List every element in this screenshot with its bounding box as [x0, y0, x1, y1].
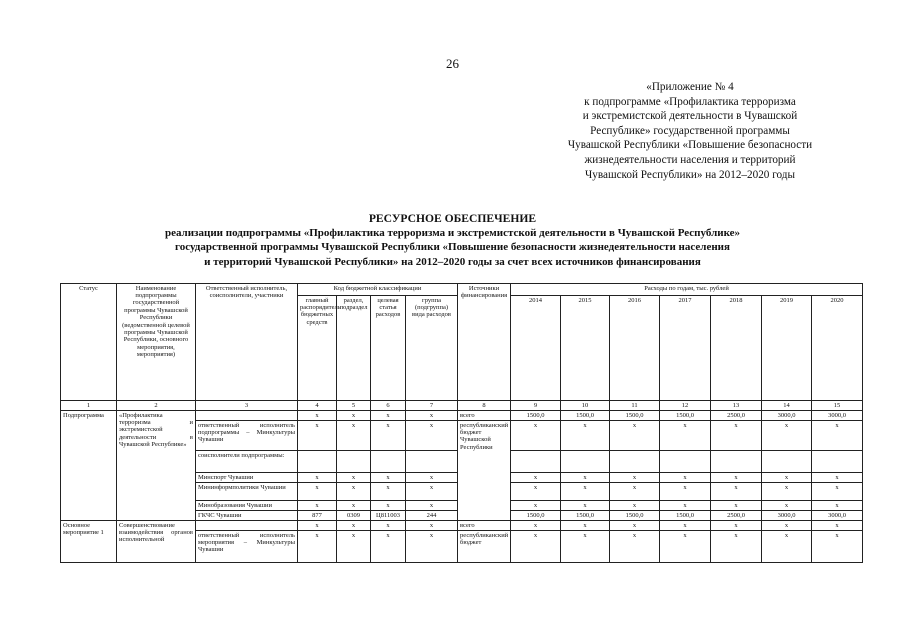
expense-cell: x	[762, 421, 812, 451]
expense-cell: x	[812, 421, 863, 451]
column-number: 15	[812, 401, 863, 411]
executor-cell: Мининформполитики Чувашии	[196, 483, 298, 501]
budget-code-cell: 0309	[337, 511, 371, 521]
expense-cell: x	[561, 483, 610, 501]
expense-cell: 1500,0	[660, 411, 711, 421]
budget-code-cell: x	[406, 421, 458, 451]
expense-cell: 3000,0	[812, 511, 863, 521]
column-number: 10	[561, 401, 610, 411]
expense-cell: x	[511, 483, 561, 501]
column-number-row	[61, 401, 863, 411]
budget-code-cell: 877	[298, 511, 337, 521]
budget-code-cell: x	[371, 421, 406, 451]
expense-cell: 3000,0	[762, 511, 812, 521]
source-cell: всего	[458, 411, 511, 421]
budget-code-cell: x	[406, 531, 458, 563]
header-year: 2014	[511, 296, 561, 401]
expense-cell: 1500,0	[511, 411, 561, 421]
expense-cell: 1500,0	[660, 511, 711, 521]
budget-code-cell: x	[337, 411, 371, 421]
appendix-line: Чувашской Республики» на 2012–2020 годы	[585, 168, 795, 181]
expense-cell: x	[660, 531, 711, 563]
expense-cell: x	[511, 501, 561, 511]
expense-cell	[762, 451, 812, 473]
expense-cell: x	[561, 421, 610, 451]
document-heading	[60, 212, 845, 269]
expense-cell: x	[711, 421, 762, 451]
expense-cell: x	[812, 501, 863, 511]
expense-cell: x	[762, 483, 812, 501]
expense-cell: 2500,0	[711, 411, 762, 421]
status-cell: Подпрограмма	[61, 411, 117, 521]
column-number: 7	[406, 401, 458, 411]
appendix-line: Республике» государственной программы	[590, 124, 790, 137]
header-year: 2016	[610, 296, 660, 401]
header-code-col: целевая статья расходов	[371, 296, 406, 401]
page-number: 26	[446, 56, 459, 71]
appendix-note	[540, 80, 840, 182]
budget-code-cell: x	[337, 483, 371, 501]
budget-code-cell: x	[406, 501, 458, 511]
budget-code-cell: x	[298, 531, 337, 563]
budget-code-cell: x	[371, 531, 406, 563]
expense-cell: x	[711, 483, 762, 501]
appendix-line: жизнедеятельности населения и территорий	[584, 153, 796, 166]
expense-cell: x	[610, 473, 660, 483]
expense-cell: 2500,0	[711, 511, 762, 521]
executor-cell: ответственный исполнитель мероприятия – Минкультуры Чувашии	[196, 531, 298, 563]
header-code-col: раздел, подраздел	[337, 296, 371, 401]
appendix-line: «Приложение № 4	[646, 81, 734, 93]
budget-code-cell: Ц811003	[371, 511, 406, 521]
executor-cell	[196, 411, 298, 421]
expense-cell: x	[660, 473, 711, 483]
header-year: 2018	[711, 296, 762, 401]
budget-code-cell: x	[337, 473, 371, 483]
expense-cell: x	[561, 531, 610, 563]
expense-cell: 1500,0	[511, 511, 561, 521]
expense-cell: x	[711, 531, 762, 563]
column-number: 1	[61, 401, 117, 411]
heading-line: и территорий Чувашской Республики» на 2012–2020 годы за счет всех источников финансирования	[204, 255, 701, 268]
budget-code-cell: x	[406, 521, 458, 531]
budget-code-cell: x	[337, 531, 371, 563]
column-number: 8	[458, 401, 511, 411]
appendix-line: к подпрограмме «Профилактика терроризма	[584, 95, 796, 108]
resource-table	[60, 283, 863, 563]
expense-cell: x	[812, 483, 863, 501]
executor-cell: ответственный исполнитель подпрограммы – Минкультуры Чувашии	[196, 421, 298, 451]
expense-cell: x	[610, 421, 660, 451]
heading-line: государственной программы Чувашской Республики «Повышение безопасности жизнедеятельности населения	[175, 241, 730, 254]
status-cell: Основное мероприятие 1	[61, 521, 117, 563]
expense-cell	[561, 451, 610, 473]
column-number: 6	[371, 401, 406, 411]
executor-cell	[196, 521, 298, 531]
expense-cell: 3000,0	[812, 411, 863, 421]
expense-cell: 3000,0	[762, 411, 812, 421]
budget-code-cell: x	[298, 411, 337, 421]
expense-cell: x	[561, 501, 610, 511]
executor-cell: соисполнители подпрограммы:	[196, 451, 298, 473]
expense-cell: x	[812, 521, 863, 531]
heading-line: реализации подпрограммы «Профилактика терроризма и экстремистской деятельности в Чувашской Республике»	[164, 227, 741, 240]
expense-cell: x	[762, 501, 812, 511]
header-code-col: главный распорядитель бюджетных средств	[298, 296, 337, 401]
budget-code-cell: x	[298, 483, 337, 501]
header-year: 2015	[561, 296, 610, 401]
budget-code-cell	[337, 451, 371, 473]
expense-cell: x	[660, 483, 711, 501]
expense-cell: x	[511, 421, 561, 451]
expense-cell: 1500,0	[561, 511, 610, 521]
name-cell: «Профилактика терроризма и экстремистской деятельности в Чувашской Республике»	[117, 411, 196, 521]
header-budget-code: Код бюджетной классификации	[298, 284, 458, 296]
header-year: 2019	[762, 296, 812, 401]
table-row	[61, 411, 863, 421]
expense-cell: 1500,0	[610, 411, 660, 421]
budget-code-cell: 244	[406, 511, 458, 521]
expense-cell: x	[610, 531, 660, 563]
header-year: 2017	[660, 296, 711, 401]
header-sources: Источники финансирования	[458, 284, 511, 401]
expense-cell: x	[561, 473, 610, 483]
expense-cell: x	[610, 483, 660, 501]
budget-code-cell: x	[406, 483, 458, 501]
expense-cell: x	[660, 521, 711, 531]
source-cell: республиканский бюджет Чувашской Республики	[458, 421, 511, 521]
header-executor: Ответственный исполнитель, соисполнители, участники	[196, 284, 298, 401]
column-number: 11	[610, 401, 660, 411]
budget-code-cell: x	[298, 501, 337, 511]
budget-code-cell: x	[298, 421, 337, 451]
budget-code-cell: x	[406, 473, 458, 483]
appendix-line: Чувашской Республики «Повышение безопасности	[567, 139, 813, 152]
expense-cell: x	[711, 501, 762, 511]
column-number: 2	[117, 401, 196, 411]
budget-code-cell: x	[371, 483, 406, 501]
budget-code-cell	[406, 451, 458, 473]
expense-cell: x	[762, 521, 812, 531]
column-number: 14	[762, 401, 812, 411]
expense-cell: x	[711, 473, 762, 483]
budget-code-cell	[298, 451, 337, 473]
expense-cell: x	[610, 521, 660, 531]
source-cell: республиканский бюджет	[458, 531, 511, 563]
header-name: Наименование подпрограммы государственной программы Чувашской Республики (ведомственной целевой программы Чувашской Республики, основного мероприятия, мероприятия)	[117, 284, 196, 401]
expense-cell: 1500,0	[561, 411, 610, 421]
column-number: 4	[298, 401, 337, 411]
expense-cell: x	[511, 473, 561, 483]
budget-code-cell: x	[406, 411, 458, 421]
header-code-col: группа (подгруппа) вида расходов	[406, 296, 458, 401]
header-year: 2020	[812, 296, 863, 401]
budget-code-cell: x	[371, 411, 406, 421]
budget-code-cell: x	[298, 521, 337, 531]
column-number: 12	[660, 401, 711, 411]
budget-code-cell: x	[337, 421, 371, 451]
expense-cell	[711, 451, 762, 473]
expense-cell	[610, 451, 660, 473]
column-number: 5	[337, 401, 371, 411]
appendix-line: и экстремистской деятельности в Чувашской	[582, 110, 798, 123]
budget-code-cell: x	[337, 521, 371, 531]
column-number: 9	[511, 401, 561, 411]
budget-code-cell: x	[337, 501, 371, 511]
budget-code-cell: x	[371, 501, 406, 511]
expense-cell: x	[660, 501, 711, 511]
expense-cell: x	[561, 521, 610, 531]
expense-cell	[812, 451, 863, 473]
budget-code-cell: x	[371, 521, 406, 531]
executor-cell: Минобразования Чувашии	[196, 501, 298, 511]
source-cell: всего	[458, 521, 511, 531]
expense-cell: x	[812, 473, 863, 483]
column-number: 13	[711, 401, 762, 411]
budget-code-cell: x	[371, 473, 406, 483]
budget-code-cell	[371, 451, 406, 473]
heading-title: РЕСУРСНОЕ ОБЕСПЕЧЕНИЕ	[368, 212, 537, 225]
expense-cell: x	[610, 501, 660, 511]
expense-cell: x	[762, 473, 812, 483]
column-number: 3	[196, 401, 298, 411]
executor-cell: Минспорт Чувашии	[196, 473, 298, 483]
expense-cell: x	[812, 531, 863, 563]
expense-cell: x	[511, 521, 561, 531]
expense-cell: 1500,0	[610, 511, 660, 521]
expense-cell: x	[711, 521, 762, 531]
expense-cell: x	[660, 421, 711, 451]
budget-code-cell: x	[298, 473, 337, 483]
expense-cell: x	[762, 531, 812, 563]
name-cell: Совершенствование взаимодействия органов исполнительной	[117, 521, 196, 563]
expense-cell	[660, 451, 711, 473]
header-expenses: Расходы по годам, тыс. рублей	[511, 284, 863, 296]
expense-cell	[511, 451, 561, 473]
table-row	[61, 521, 863, 531]
header-status: Статус	[61, 284, 117, 401]
executor-cell: ГКЧС Чувашии	[196, 511, 298, 521]
expense-cell: x	[511, 531, 561, 563]
